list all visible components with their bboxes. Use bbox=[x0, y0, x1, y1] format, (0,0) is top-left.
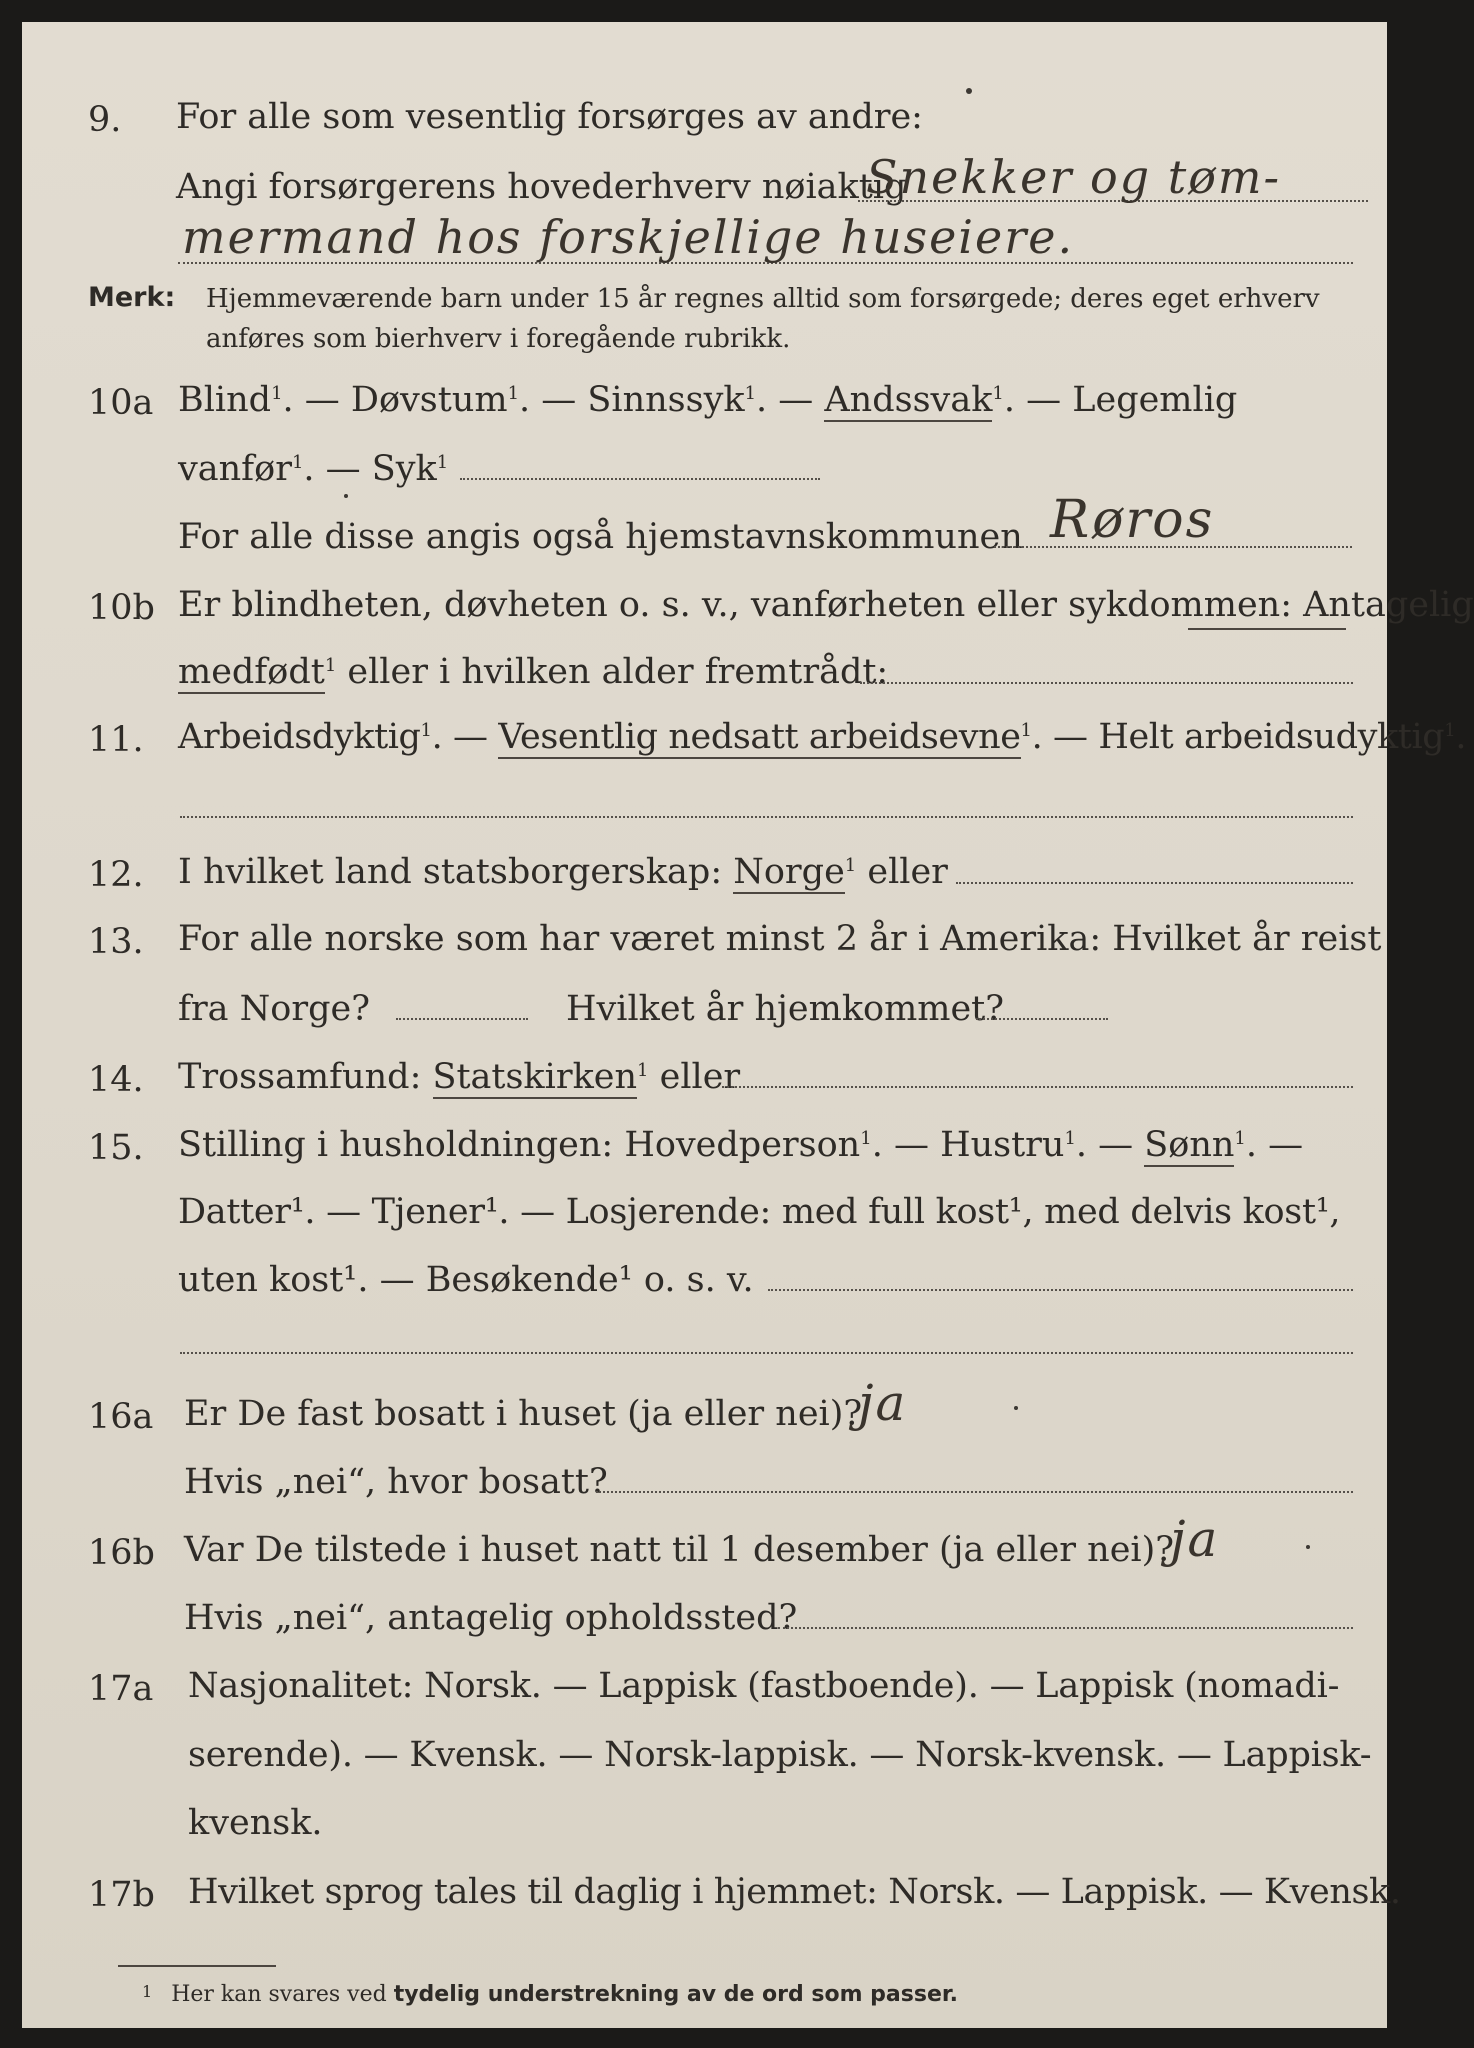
q10b-answer-line bbox=[860, 682, 1353, 684]
option-medfodt-underlined: medfødt bbox=[178, 652, 325, 692]
q14-answer-line bbox=[722, 1086, 1353, 1088]
q15-answer-line2 bbox=[180, 1352, 1353, 1354]
q13-number: 13. bbox=[88, 922, 144, 962]
q15-line1: Stilling i husholdningen: Hovedperson$^1$. — Hustru$^1$. — Sønn$^1$. — bbox=[178, 1125, 1304, 1165]
q16b-answer-line bbox=[778, 1627, 1353, 1629]
q12-number: 12. bbox=[88, 855, 144, 895]
q9-line1: For alle som vesentlig forsørges av andre: bbox=[176, 97, 923, 137]
footnote-rule bbox=[118, 1965, 276, 1967]
q10a-line2: vanfør$^1$. — Syk$^1$ bbox=[178, 449, 449, 489]
q17a-line3: kvensk. bbox=[188, 1803, 323, 1843]
option-sinnssyk: . — Sinnssyk bbox=[519, 380, 745, 420]
q10b-line1: Er blindheten, døvheten o. s. v., vanførheten eller sykdommen: Antagelig bbox=[178, 585, 1474, 625]
q9-handwritten-answer2: mermand hos forskjellige huseiere. bbox=[182, 210, 1075, 264]
q10a-handwritten-answer: Røros bbox=[1050, 490, 1215, 550]
q9-handwritten-answer1: Snekker og tøm- bbox=[866, 150, 1282, 204]
option-blind: Blind bbox=[178, 380, 272, 420]
q16b-line2: Hvis „nei“, antagelig opholdssted? bbox=[184, 1598, 798, 1638]
q17a-line2: serende). — Kvensk. — Norsk-lappisk. — Norsk-kvensk. — Lappisk- bbox=[188, 1735, 1372, 1775]
q12-answer-line bbox=[956, 882, 1353, 884]
q16a-answer-line bbox=[596, 1491, 1353, 1493]
ink-speck bbox=[966, 88, 972, 94]
q17b-number: 17b bbox=[88, 1875, 155, 1915]
q15-answer-line1 bbox=[768, 1289, 1353, 1291]
option-statskirken-underlined: Statskirken bbox=[432, 1057, 638, 1097]
q16a-line2: Hvis „nei“, hvor bosatt? bbox=[184, 1462, 608, 1502]
ink-speck bbox=[1014, 1406, 1018, 1410]
q9-line2: Angi forsørgerens hovederhverv nøiaktig bbox=[176, 167, 907, 207]
q16b-handwritten-answer: ja bbox=[1170, 1510, 1220, 1568]
merk-label: Merk: bbox=[88, 282, 176, 313]
q10a-number: 10a bbox=[88, 383, 154, 423]
q10a-line1: Blind$^1$. — Døvstum$^1$. — Sinnssyk$^1$. — Andssvak$^1$. — Legemlig bbox=[178, 380, 1238, 420]
q10b-number: 10b bbox=[88, 588, 155, 628]
q17b-line1: Hvilket sprog tales til daglig i hjemmet: Norsk. — Lappisk. — Kvensk. bbox=[188, 1872, 1401, 1912]
merk-line2: anføres som bierhverv i foregående rubrikk. bbox=[206, 324, 791, 354]
q9-number: 9. bbox=[88, 100, 122, 140]
option-sonn-underlined: Sønn bbox=[1144, 1125, 1235, 1165]
q10b-line2: medfødt$^1$ eller i hvilken alder fremtrådt: bbox=[178, 652, 889, 692]
q11-number: 11. bbox=[88, 720, 144, 760]
option-legemlig: . — Legemlig bbox=[1003, 380, 1238, 420]
q14-line: Trossamfund: Statskirken$^1$ eller bbox=[178, 1057, 741, 1097]
option-andssvak-underlined: Andssvak bbox=[824, 380, 993, 420]
merk-line1: Hjemmeværende barn under 15 år regnes alltid som forsørgede; deres eget erhverv bbox=[206, 284, 1320, 314]
q13-reist-line bbox=[396, 1018, 528, 1020]
q16b-number: 16b bbox=[88, 1533, 155, 1573]
q17a-number: 17a bbox=[88, 1669, 154, 1709]
q13-line2b: Hvilket år hjemkommet? bbox=[566, 989, 1005, 1029]
antagelig-underline bbox=[1188, 628, 1346, 630]
q11-answer-line bbox=[180, 816, 1353, 818]
q10a-line3: For alle disse angis også hjemstavnskommunen bbox=[178, 517, 1023, 557]
q14-number: 14. bbox=[88, 1060, 144, 1100]
ink-speck bbox=[1306, 1545, 1310, 1549]
option-vesentlig-nedsatt-underlined: Vesentlig nedsatt arbeidsevne bbox=[498, 717, 1021, 757]
q13-hjemkommet-line bbox=[976, 1018, 1108, 1020]
q15-number: 15. bbox=[88, 1128, 144, 1168]
q16a-number: 16a bbox=[88, 1397, 154, 1437]
q17a-line1: Nasjonalitet: Norsk. — Lappisk (fastboende). — Lappisk (nomadi- bbox=[188, 1666, 1340, 1706]
q13-line1: For alle norske som har været minst 2 år i Amerika: Hvilket år reist bbox=[178, 919, 1382, 959]
q16b-line1: Var De tilstede i huset natt til 1 desember (ja eller nei)? bbox=[184, 1530, 1175, 1570]
q16a-handwritten-answer: ja bbox=[858, 1374, 908, 1432]
option-norge-underlined: Norge bbox=[733, 852, 845, 892]
q15-line3: uten kost¹. — Besøkende¹ o. s. v. bbox=[178, 1260, 754, 1300]
q16a-line1: Er De fast bosatt i huset (ja eller nei)? bbox=[184, 1394, 863, 1434]
footnote: 1 Her kan svares ved tydelig understrekning av de ord som passer. bbox=[142, 1982, 958, 2007]
ink-speck bbox=[344, 494, 348, 498]
q10a-syk-line bbox=[460, 478, 820, 480]
q13-line2a: fra Norge? bbox=[178, 989, 370, 1029]
footnote-emphasis: tydelig understrekning av de ord som passer. bbox=[393, 1982, 958, 2007]
footnote-mark: 1 bbox=[142, 1982, 153, 2001]
q15-line2: Datter¹. — Tjener¹. — Losjerende: med full kost¹, med delvis kost¹, bbox=[178, 1192, 1341, 1232]
q12-line: I hvilket land statsborgerskap: Norge$^1$ eller bbox=[178, 852, 948, 892]
option-dovstum: . — Døvstum bbox=[282, 380, 508, 420]
q11-line1: Arbeidsdyktig$^1$. — Vesentlig nedsatt arbeidsevne$^1$. — Helt arbeidsudyktig$^1$. bbox=[178, 717, 1467, 757]
